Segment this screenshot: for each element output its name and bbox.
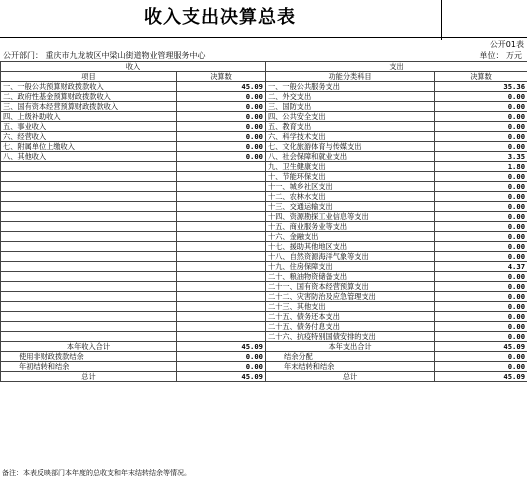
table-row bbox=[1, 232, 527, 242]
expense-group-header: 支出 bbox=[266, 62, 527, 72]
begin-balance-label: 年初结转和结余 bbox=[1, 362, 177, 372]
form-code: 公开01表 bbox=[489, 40, 524, 49]
table-row bbox=[1, 132, 527, 142]
unit-label: 单位： 万元 bbox=[479, 51, 522, 60]
expense-item-label: 十八、自然资源海洋气象等支出 bbox=[266, 252, 435, 262]
expense-item-label: 二十二、灾害防治及应急管理支出 bbox=[266, 292, 435, 302]
alloc-label: 结余分配 bbox=[266, 352, 435, 362]
income-group-header: 收入 bbox=[1, 62, 266, 72]
expense-item-label: 十二、农林水支出 bbox=[266, 192, 435, 202]
expense-item-value: 0.00 bbox=[435, 232, 527, 242]
income-item-label: 三、国有资本经营预算财政拨款收入 bbox=[1, 102, 177, 112]
income-item-label bbox=[1, 172, 177, 182]
income-item-label bbox=[1, 242, 177, 252]
table-row bbox=[1, 302, 527, 312]
expense-item-value: 0.00 bbox=[435, 282, 527, 292]
income-item-value: 45.09 bbox=[177, 82, 266, 92]
expense-item-value: 0.00 bbox=[435, 292, 527, 302]
page-title: 收入支出决算总表 bbox=[144, 7, 296, 28]
income-item-value bbox=[177, 242, 266, 252]
footnote: 备注：本表反映部门本年度的总收支和年末结转结余等情况。 bbox=[2, 469, 191, 477]
expense-item-value: 0.00 bbox=[435, 192, 527, 202]
income-item-label bbox=[1, 322, 177, 332]
table-row bbox=[1, 102, 527, 112]
income-item-label bbox=[1, 282, 177, 292]
income-item-label bbox=[1, 332, 177, 342]
expense-item-label: 八、社会保障和就业支出 bbox=[266, 152, 435, 162]
func-item-header: 功能分类科目 bbox=[266, 72, 435, 82]
table-row bbox=[1, 292, 527, 302]
income-item-value bbox=[177, 192, 266, 202]
income-item-value bbox=[177, 172, 266, 182]
income-item-label bbox=[1, 302, 177, 312]
income-item-label bbox=[1, 312, 177, 322]
income-item-value bbox=[177, 322, 266, 332]
expense-item-value: 0.00 bbox=[435, 102, 527, 112]
expense-item-label: 二十、粮油物资储备支出 bbox=[266, 272, 435, 282]
expense-item-value: 4.37 bbox=[435, 262, 527, 272]
income-item-value: 0.00 bbox=[177, 112, 266, 122]
title-right-rule bbox=[441, 0, 442, 40]
expense-item-value: 0.00 bbox=[435, 272, 527, 282]
table-row bbox=[1, 222, 527, 232]
title-bottom-rule bbox=[0, 37, 527, 38]
table-row bbox=[1, 212, 527, 222]
income-item-value bbox=[177, 232, 266, 242]
begin-balance-value: 0.00 bbox=[177, 362, 266, 372]
expense-item-value: 0.00 bbox=[435, 252, 527, 262]
income-item-label: 六、经营收入 bbox=[1, 132, 177, 142]
income-item-label bbox=[1, 252, 177, 262]
table-row bbox=[1, 282, 527, 292]
expense-item-value: 35.36 bbox=[435, 82, 527, 92]
expense-item-label: 四、公共安全支出 bbox=[266, 112, 435, 122]
table-row bbox=[1, 142, 527, 152]
income-item-value bbox=[177, 182, 266, 192]
expense-item-label: 十九、住房保障支出 bbox=[266, 262, 435, 272]
expense-item-label: 二十五、债务还本支出 bbox=[266, 312, 435, 322]
grand-total-left-label: 总计 bbox=[1, 372, 177, 382]
income-item-value: 0.00 bbox=[177, 92, 266, 102]
table-row bbox=[1, 202, 527, 212]
income-item-value bbox=[177, 282, 266, 292]
expense-item-value: 0.00 bbox=[435, 332, 527, 342]
expense-item-value: 0.00 bbox=[435, 122, 527, 132]
amount-header: 决算数 bbox=[177, 72, 266, 82]
table-row bbox=[1, 332, 527, 342]
expense-item-value: 0.00 bbox=[435, 202, 527, 212]
table-row bbox=[1, 242, 527, 252]
income-item-value bbox=[177, 262, 266, 272]
income-item-label bbox=[1, 192, 177, 202]
income-item-value bbox=[177, 202, 266, 212]
expense-item-label: 一、一般公共服务支出 bbox=[266, 82, 435, 92]
income-item-value bbox=[177, 292, 266, 302]
expense-item-value: 0.00 bbox=[435, 142, 527, 152]
table-row bbox=[1, 92, 527, 102]
expense-item-value: 0.00 bbox=[435, 302, 527, 312]
income-item-value: 0.00 bbox=[177, 132, 266, 142]
expense-item-value: 0.00 bbox=[435, 322, 527, 332]
expense-item-label: 二十六、抗疫特别国债安排的支出 bbox=[266, 332, 435, 342]
grand-total-left-value: 45.09 bbox=[177, 372, 266, 382]
expense-item-value: 0.00 bbox=[435, 242, 527, 252]
table-row bbox=[1, 152, 527, 162]
expense-item-label: 十五、商业服务业等支出 bbox=[266, 222, 435, 232]
expense-item-label: 二十一、国有资本经营预算支出 bbox=[266, 282, 435, 292]
table-row bbox=[1, 272, 527, 282]
income-item-label bbox=[1, 272, 177, 282]
income-item-value: 0.00 bbox=[177, 152, 266, 162]
table-row bbox=[1, 252, 527, 262]
income-item-value bbox=[177, 162, 266, 172]
expense-item-label: 五、教育支出 bbox=[266, 122, 435, 132]
income-item-value: 0.00 bbox=[177, 102, 266, 112]
expense-item-label: 二十三、其他支出 bbox=[266, 302, 435, 312]
table-row bbox=[1, 82, 527, 92]
income-item-value bbox=[177, 312, 266, 322]
expense-item-value: 0.00 bbox=[435, 132, 527, 142]
expense-item-value: 0.00 bbox=[435, 182, 527, 192]
income-item-label: 七、附属单位上缴收入 bbox=[1, 142, 177, 152]
end-balance-label: 年末结转和结余 bbox=[266, 362, 435, 372]
income-item-label: 五、事业收入 bbox=[1, 122, 177, 132]
income-item-label bbox=[1, 222, 177, 232]
expense-item-label: 十三、交通运输支出 bbox=[266, 202, 435, 212]
expense-item-value: 0.00 bbox=[435, 312, 527, 322]
income-item-label bbox=[1, 202, 177, 212]
table-row bbox=[1, 172, 527, 182]
column-header-row bbox=[1, 72, 527, 82]
expense-item-value: 0.00 bbox=[435, 172, 527, 182]
table-row bbox=[1, 122, 527, 132]
income-total-value: 45.09 bbox=[177, 342, 266, 352]
expense-item-label: 二十五、债务付息支出 bbox=[266, 322, 435, 332]
income-item-value bbox=[177, 332, 266, 342]
expense-total-value: 45.09 bbox=[435, 342, 527, 352]
income-item-label: 八、其他收入 bbox=[1, 152, 177, 162]
expense-item-label: 十一、城乡社区支出 bbox=[266, 182, 435, 192]
summary-row bbox=[1, 342, 527, 352]
summary-row bbox=[1, 352, 527, 362]
non-fiscal-label: 使用非财政拨款结余 bbox=[1, 352, 177, 362]
expense-item-label: 十、节能环保支出 bbox=[266, 172, 435, 182]
table-row bbox=[1, 182, 527, 192]
income-item-value bbox=[177, 272, 266, 282]
income-item-value bbox=[177, 222, 266, 232]
table-row bbox=[1, 312, 527, 322]
table-row bbox=[1, 112, 527, 122]
alloc-value: 0.00 bbox=[435, 352, 527, 362]
expense-item-label: 六、科学技术支出 bbox=[266, 132, 435, 142]
grand-total-right-value: 45.09 bbox=[435, 372, 527, 382]
expense-item-label: 七、文化旅游体育与传媒支出 bbox=[266, 142, 435, 152]
func-amount-header: 决算数 bbox=[435, 72, 527, 82]
expense-item-value: 0.00 bbox=[435, 92, 527, 102]
table-row bbox=[1, 262, 527, 272]
expense-item-value: 0.00 bbox=[435, 212, 527, 222]
budget-table bbox=[0, 61, 527, 382]
expense-item-label: 二、外交支出 bbox=[266, 92, 435, 102]
grand-total-right-label: 总计 bbox=[266, 372, 435, 382]
income-item-value: 0.00 bbox=[177, 142, 266, 152]
expense-total-label: 本年支出合计 bbox=[266, 342, 435, 352]
end-balance-value: 0.00 bbox=[435, 362, 527, 372]
income-item-label bbox=[1, 162, 177, 172]
expense-item-value: 0.00 bbox=[435, 222, 527, 232]
income-item-value bbox=[177, 212, 266, 222]
group-header-row bbox=[1, 62, 527, 72]
summary-row bbox=[1, 372, 527, 382]
income-item-label: 二、政府性基金预算财政拨款收入 bbox=[1, 92, 177, 102]
item-header: 项目 bbox=[1, 72, 177, 82]
table-row bbox=[1, 322, 527, 332]
table-row bbox=[1, 192, 527, 202]
expense-item-label: 三、国防支出 bbox=[266, 102, 435, 112]
expense-item-value: 0.00 bbox=[435, 112, 527, 122]
summary-row bbox=[1, 362, 527, 372]
income-item-label: 一、一般公共预算财政拨款收入 bbox=[1, 82, 177, 92]
expense-item-value: 3.35 bbox=[435, 152, 527, 162]
income-item-label bbox=[1, 292, 177, 302]
income-item-label bbox=[1, 212, 177, 222]
expense-item-label: 十七、援助其他地区支出 bbox=[266, 242, 435, 252]
income-item-value bbox=[177, 252, 266, 262]
table-row bbox=[1, 162, 527, 172]
income-total-label: 本年收入合计 bbox=[1, 342, 177, 352]
non-fiscal-value: 0.00 bbox=[177, 352, 266, 362]
income-item-label bbox=[1, 232, 177, 242]
income-item-label bbox=[1, 262, 177, 272]
expense-item-label: 十六、金融支出 bbox=[266, 232, 435, 242]
expense-item-label: 十四、资源勘探工业信息等支出 bbox=[266, 212, 435, 222]
expense-item-value: 1.80 bbox=[435, 162, 527, 172]
income-item-label bbox=[1, 182, 177, 192]
expense-item-label: 九、卫生健康支出 bbox=[266, 162, 435, 172]
income-item-value: 0.00 bbox=[177, 122, 266, 132]
department-label: 公开部门： 重庆市九龙坡区中梁山街道物业管理服务中心 bbox=[3, 51, 206, 60]
income-item-label: 四、上级补助收入 bbox=[1, 112, 177, 122]
income-item-value bbox=[177, 302, 266, 312]
